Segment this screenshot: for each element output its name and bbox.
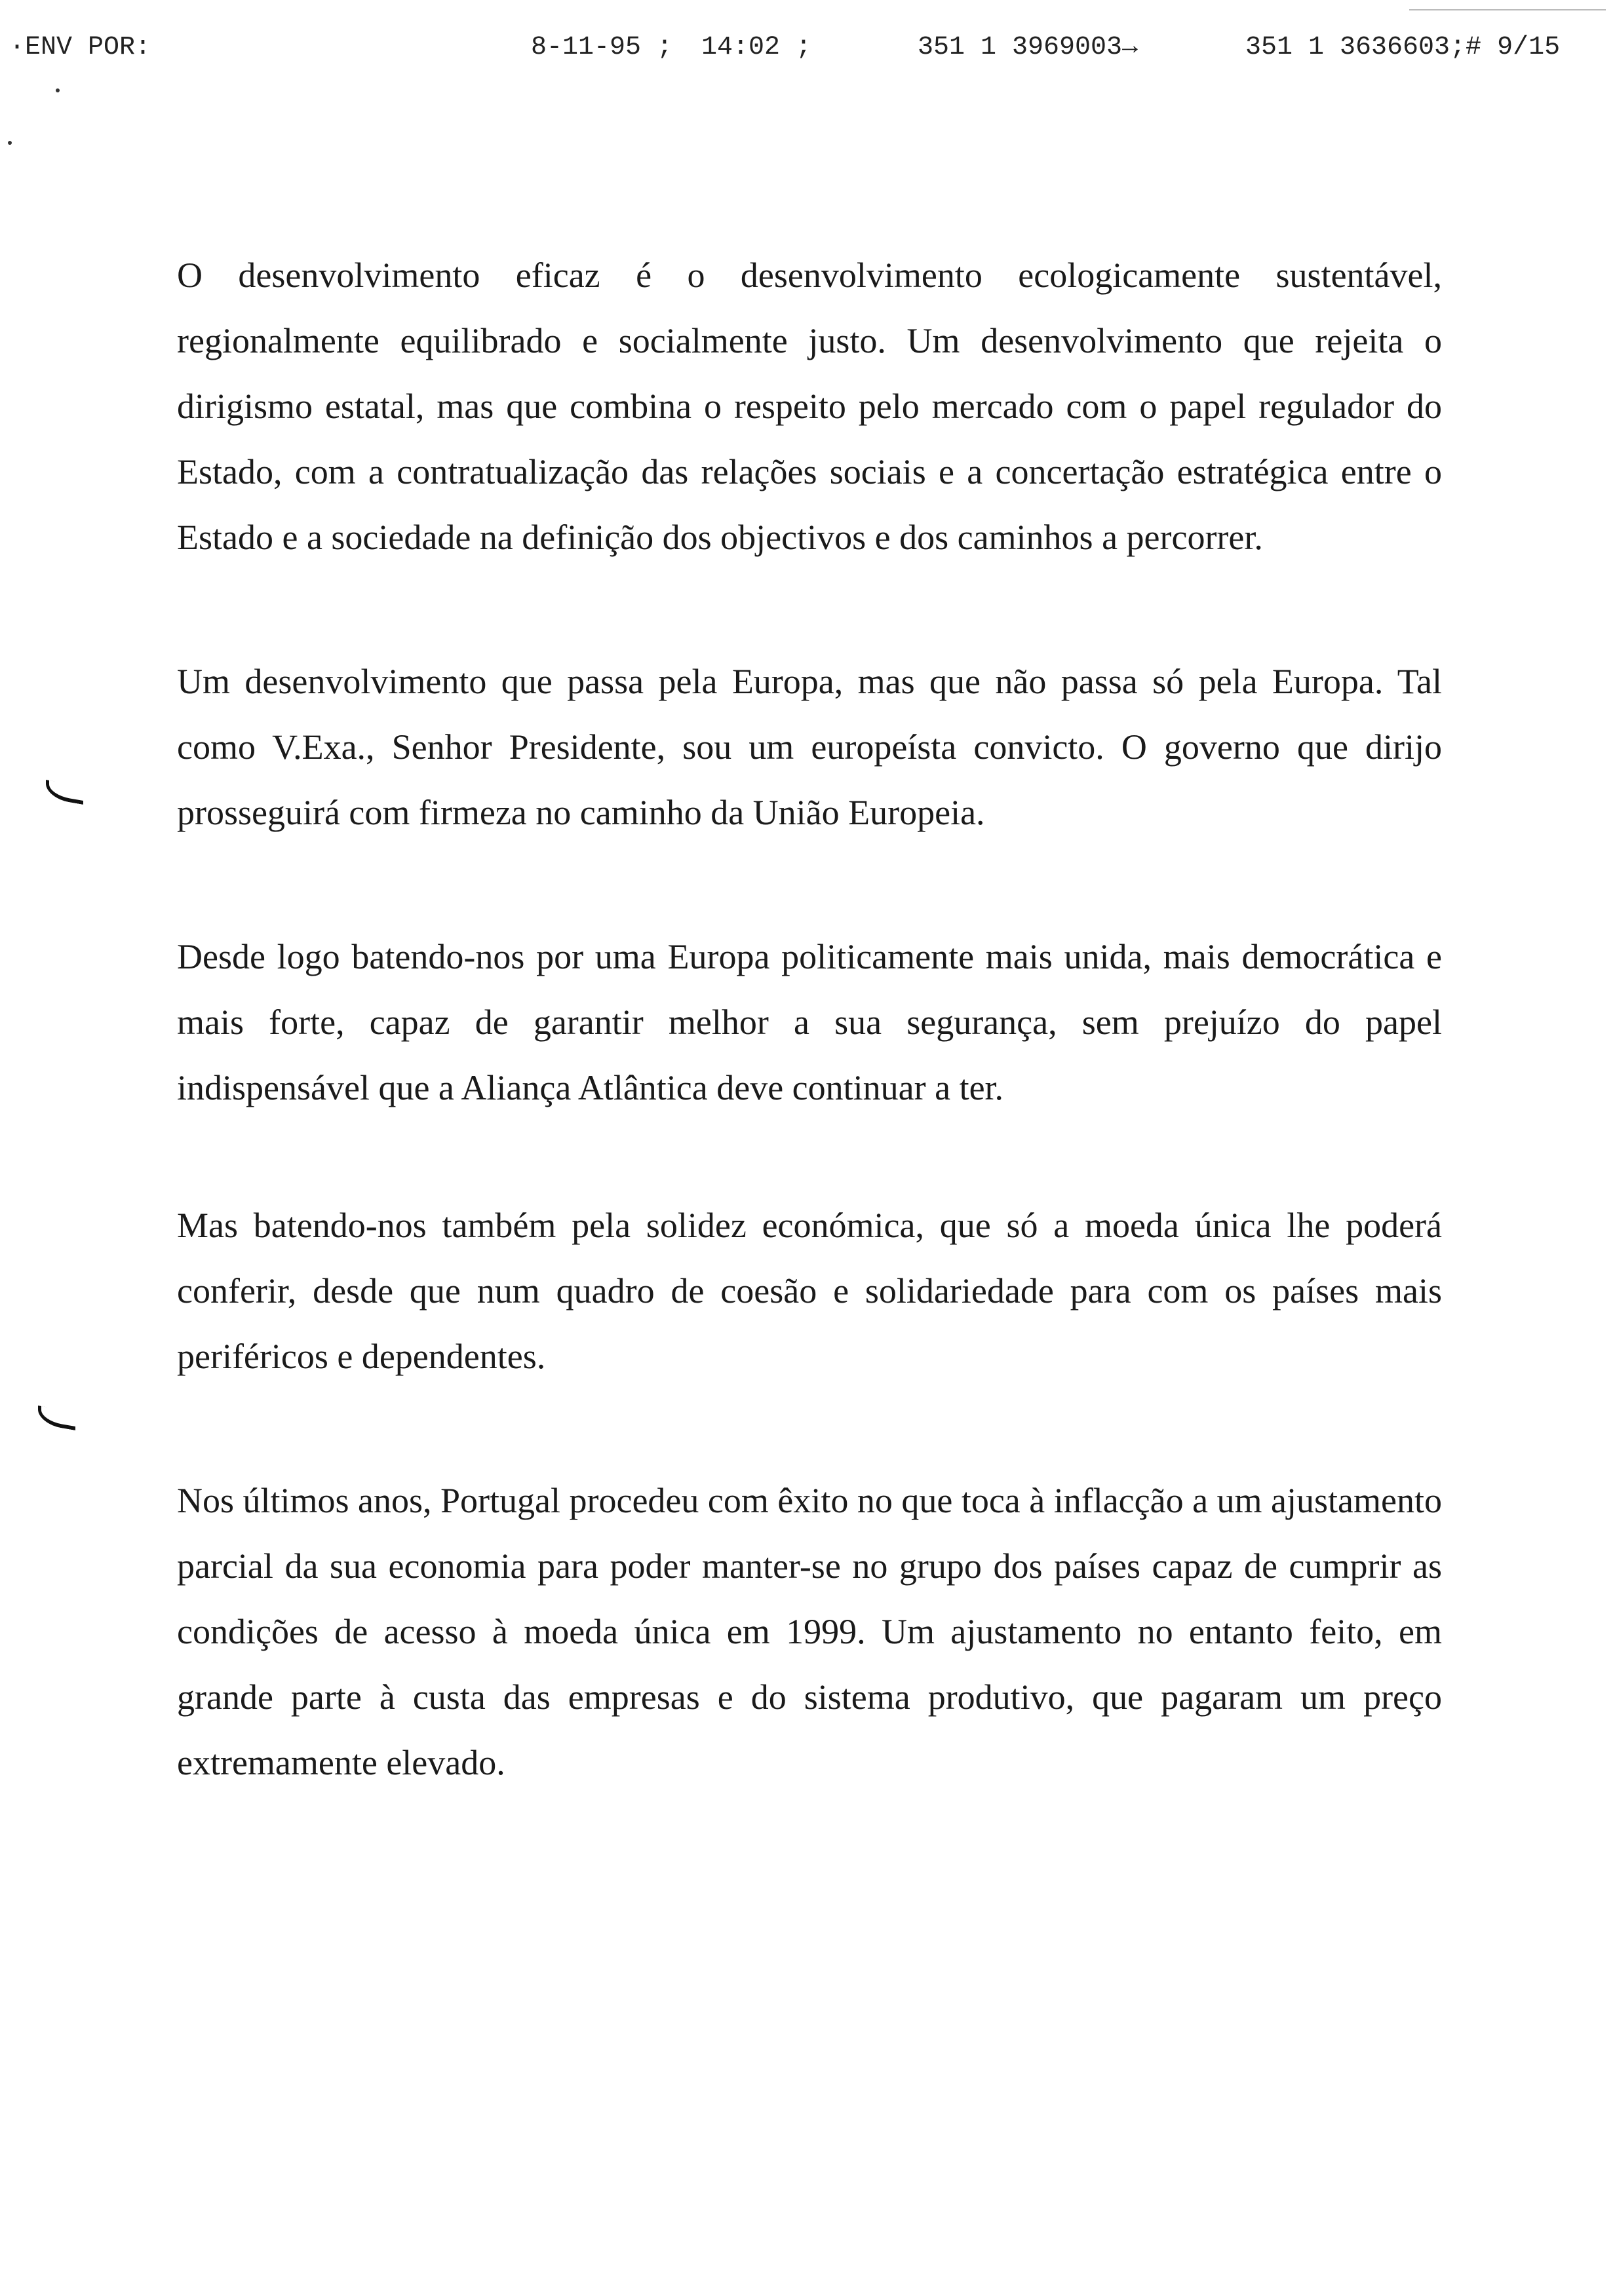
scan-speck (56, 88, 60, 92)
paragraph-europe: Um desenvolvimento que passa pela Europa, mas que não passa só pela Europa. Tal como V.Exa., Senhor Presidente, sou um europeísta convicto. O governo que dirijo prosseguirá com firmeza no caminho da União Europeia. (177, 662, 1442, 832)
document-body (177, 242, 1442, 1795)
fax-sender-id: ·ENV POR: (9, 33, 151, 62)
margin-check-mark-icon (46, 780, 83, 805)
paragraph-portugal-adjustment: Nos últimos anos, Portugal procedeu com êxito no que toca à inflacção a um ajustamento parcial da sua economia para poder manter-se no grupo dos países capaz de cumprir as condições de acesso à moeda única em 1999. Um ajustamento no entanto feito, em grande parte à custa das empresas e do sistema produtivo, que pagaram um preço extremamente elevado. (177, 1481, 1442, 1782)
paragraph-single-currency: Mas batendo-nos também pela solidez económica, que só a moeda única lhe poderá conferir, desde que num quadro de coesão e solidariedade para com os países mais periféricos e dependentes. (177, 1206, 1442, 1376)
paragraph-development: O desenvolvimento eficaz é o desenvolvimento ecologicamente sustentável, regionalmente equilibrado e socialmente justo. Um desenvolvimento que rejeita o dirigismo estatal, mas que combina o respeito pelo mercado com o papel regulador do Estado, com a contratualização das relações sociais e a concertação estratégica entre o Estado e a sociedade na definição dos objectivos e dos caminhos a percorrer. (177, 256, 1442, 557)
fax-date: 8-11-95 ; (531, 33, 673, 62)
fax-time: 14:02 ; (701, 33, 812, 62)
scan-speck (8, 141, 12, 145)
fax-header (0, 26, 1615, 72)
margin-check-mark-icon (38, 1406, 75, 1430)
paragraph-political-union: Desde logo batendo-nos por uma Europa politicamente mais unida, mais democrática e mais forte, capaz de garantir melhor a sua segurança, sem prejuízo do papel indispensável que a Aliança Atlântica deve continuar a ter. (177, 937, 1442, 1107)
fax-to-number-page: 351 1 3636603;# 9/15 (1245, 33, 1561, 62)
fax-from-number: 351 1 3969003→ (918, 33, 1138, 62)
scan-artifact-line (1409, 9, 1606, 10)
